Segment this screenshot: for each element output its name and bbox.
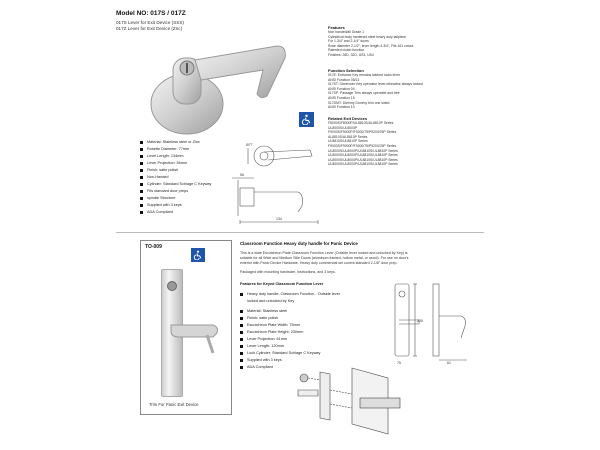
- spec-item: spindle Structure: [140, 195, 211, 202]
- spec-list: [140, 139, 211, 216]
- features-heading: Features for Keyed Classroom Function Lever: [240, 282, 324, 286]
- packaged-note: Packaged with mounting hardware, instructions, and 3 keys.: [240, 270, 336, 274]
- feature-line: Patented clutch function: [328, 48, 365, 53]
- function-line: ANSI Function 15: [328, 95, 355, 100]
- spec-item: Escutcheon Plate Height: 230mm: [240, 329, 320, 336]
- accessibility-icon: [299, 112, 314, 127]
- related-line: F9000S/F9000P/F9200/75/P9200/76P Series: [328, 130, 397, 135]
- feature-line: Finishes: 26D, 32D, US3, US4: [328, 52, 374, 57]
- exploded-lever: [298, 390, 318, 396]
- spec-item: Non-Handed: [140, 174, 211, 181]
- spec-item: Lever Projection: 56mm: [140, 160, 211, 167]
- plate-side-outline: [433, 284, 439, 356]
- spec-item: Lever Projection: 61mm: [240, 336, 320, 343]
- feature-line: Non handed/all Grade 1: [328, 30, 365, 34]
- feature-line: Cylindrical body hardened steel heavy duty tailpiece: [328, 34, 407, 39]
- lever-technical-drawing: [228, 140, 328, 225]
- feature-line: Rose diameter 2-1/2", lever length 4-3/4", Fits 161 cutout: [328, 43, 414, 48]
- spec-item: Level Length: 134mm: [140, 153, 211, 160]
- dim-height: 230: [417, 319, 423, 323]
- spec-item: Lock Cylinder: Standard Schlage C Keyway: [240, 350, 320, 357]
- lever-side-view: [240, 188, 254, 206]
- related-line: UL8000S/UL8000P/UL8810S/UL8810P Series: [328, 148, 398, 153]
- model-label: TO-009: [145, 244, 162, 250]
- variant-017z: 017Z Lever for Exit Device (Znc): [116, 26, 183, 31]
- function-block: [328, 68, 423, 110]
- key-cylinder: [167, 281, 177, 291]
- feature-list: [240, 291, 340, 305]
- related-line: UL8000S/UL8000P/UL8810S/UL8810P Series: [328, 162, 398, 167]
- trim-photo-frame: [140, 240, 232, 415]
- feature-line: For 1-3/4" and 2-1/4" doors: [328, 39, 369, 44]
- desc-line: This is a wide Escutcheon Plate Classroom Function Lever (Outside lever locked and unlocked by Key) is: [240, 251, 408, 255]
- related-line: F8000S/F8000P/UL8810S/UL8810P Series: [328, 121, 394, 125]
- spec-item: Material: Stainless steel: [240, 308, 320, 315]
- dim-projection: 61: [447, 361, 451, 364]
- spec-item: ADA Compliant: [140, 209, 211, 216]
- section-title: Classroom Function Heavy duty handle for Panic Device: [240, 241, 358, 246]
- related-line: UL8000S/UL8000P/UL8810S/UL8810P Series: [328, 153, 398, 158]
- function-line: ANSI Function 04: [328, 86, 355, 91]
- function-line: 017ST: Storeroom Key operation lever,otherwise always locked: [328, 82, 423, 87]
- rosette-outline: [254, 146, 274, 166]
- spec-item: Rosette Diameter: 77mm: [140, 146, 211, 153]
- spec-item: ADA Compliant: [240, 364, 320, 371]
- function-heading: Function Selection: [328, 68, 364, 73]
- related-line: UL8810S/UL8810P Series: [328, 139, 368, 144]
- trim-technical-drawing: [385, 276, 490, 364]
- dim-length: 134: [276, 217, 282, 221]
- spec-item: Finish: satin polish: [140, 167, 211, 174]
- function-line: 017DMY: Dummy Dummy trim one sided: [328, 100, 390, 105]
- dim-width: 75: [397, 361, 401, 364]
- model-title: Model NO: 017S / 017Z: [116, 10, 186, 17]
- lever-photo: [145, 36, 295, 136]
- variant-017s: 017S Lever for Exit Device (SSS): [116, 20, 184, 25]
- spec-item: Supplied with 3 keys: [140, 202, 211, 209]
- spec-item: Supplied with 3 keys: [240, 357, 320, 364]
- panic-bar: [360, 398, 400, 408]
- function-line: ANSI Function 08/13: [328, 77, 360, 82]
- function-line: ANSI Function 10: [328, 105, 355, 110]
- related-line: AL8810S/AL8810P Series: [328, 134, 368, 139]
- related-heading: Related Exit Devices: [328, 116, 368, 121]
- related-line: UL8000S/UL8000P: [328, 125, 358, 130]
- description: [240, 251, 408, 265]
- photo-caption: Trim For Panic Exit Device: [149, 402, 199, 407]
- spec-item: Fits standard door preps: [140, 188, 211, 195]
- variant-list: [116, 20, 184, 32]
- function-line: 017E: Entrance Key remains latched locks lever: [328, 73, 400, 77]
- spec-item: Escutcheon Plate Width: 75mm: [240, 322, 320, 329]
- desc-line: suitable for all Wide and Medium Stile Doors (aluminum framed, hollow metal, or wood). For use on door's: [240, 255, 409, 260]
- dim-rosette: Ø77: [246, 143, 253, 147]
- lever-handle: [163, 319, 221, 359]
- related-block: [328, 116, 398, 167]
- spec-item: Material: Stainless steel or Zinc: [140, 139, 211, 146]
- dim-projection: 56: [240, 173, 244, 177]
- features-block: [328, 25, 413, 58]
- spec-item: Cylinder: Standard Schlage C Keyway: [140, 181, 211, 188]
- feature-item: Heavy duty handle, Classroom Function - Outside lever locked and unlocked by Key: [240, 291, 340, 305]
- features-heading: Features: [328, 25, 345, 30]
- mounting-plate: [320, 372, 330, 420]
- section-divider: [116, 232, 484, 233]
- spec-item: Finish: satin polish: [240, 315, 320, 322]
- related-line: F9000S/F9000P/F9200/75/P9200/76P Series: [328, 143, 397, 148]
- accessibility-icon: [191, 248, 205, 262]
- related-line: UL8000S/UL8000P/UL8810S/UL8810P Series: [328, 157, 398, 162]
- desc-line: exterior with Panic Device Hardware. Heavy duty commercial set covers standard 2-1/8" door prep.: [240, 260, 398, 265]
- function-line: 017SP: Passage Trim always operable and free: [328, 91, 400, 96]
- exploded-assembly-drawing: [290, 360, 408, 438]
- spec-item: Lever Length: 120mm: [240, 343, 320, 350]
